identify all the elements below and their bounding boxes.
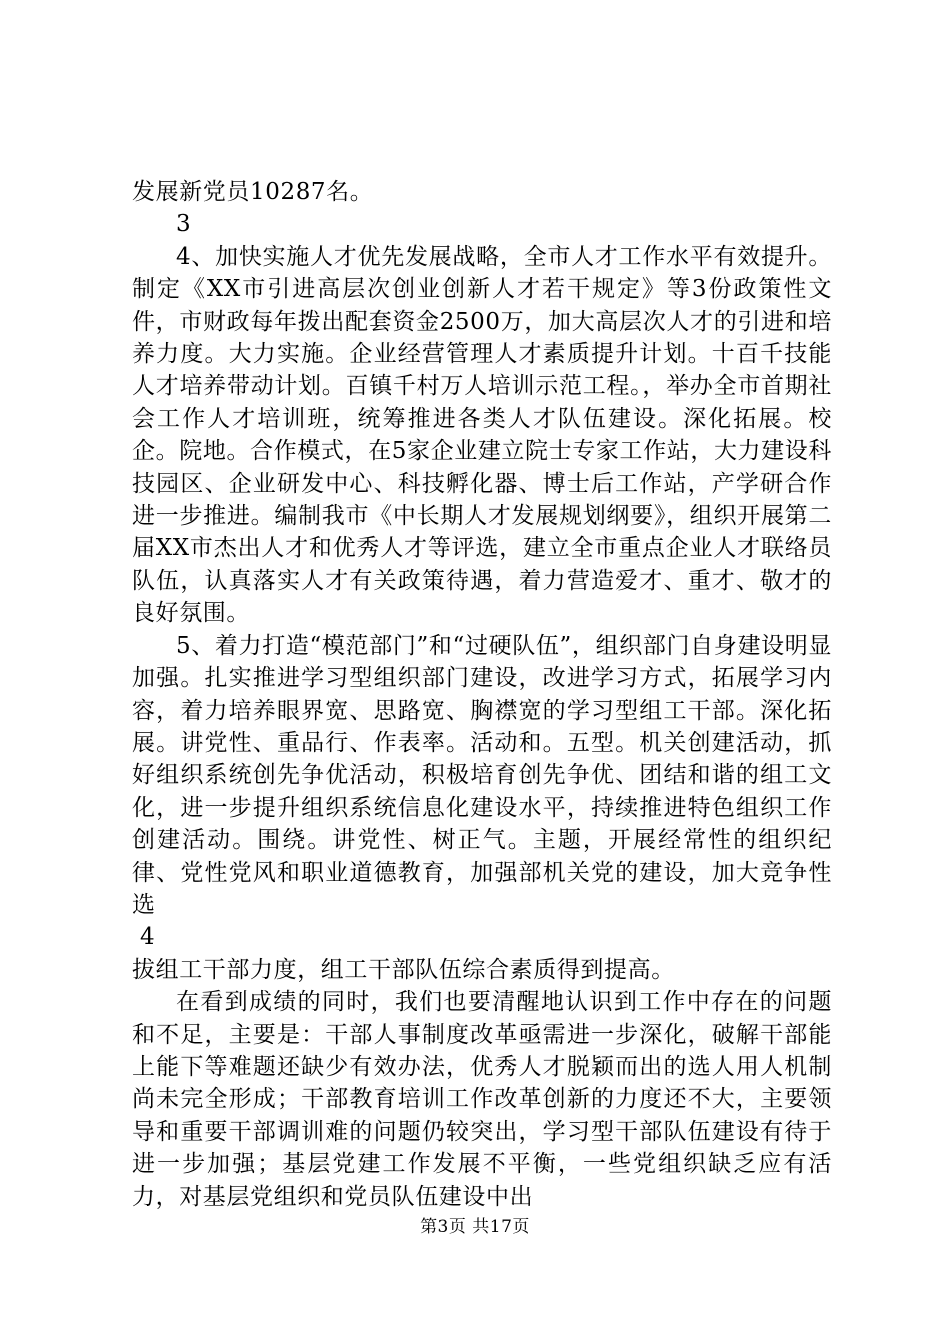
page-footer: 第3页 共17页 [420,1217,530,1237]
page-number-marker: 3 [176,211,192,238]
paragraph-continuation: 发展新党员10287名。 [132,179,374,205]
paragraph-problems: 在看到成绩的同时，我们也要清醒地认识到工作中存在的问题和不足，主要是：干部人事制度改革亟需进一步深化，破解干部能上能下等难题还缺少有效办法，优秀人才脱颖而出的选人用人机制尚未完全形成；干部教育培训工作改革创新的力度还不大，主要领导和重要干部调训难的问题仍较突出，学习型干部队伍建设有待于进一步加强；基层党建工作发展不平衡，一些党组织缺乏应有活力，对基层党组织和党员队伍建设中出 [132,989,832,1210]
paragraph-continuation: 拔组工干部力度，组工干部队伍综合素质得到提高。 [132,956,675,983]
page-number-marker: 4 [140,924,156,951]
paragraph-talent-strategy: 4、加快实施人才优先发展战略，全市人才工作水平有效提升。制定《XX市引进高层次创业创新人才若干规定》等3份政策性文件，市财政每年拨出配套资金2500万，加大高层次人才的引进和培养力度。大力实施。企业经营管理人才素质提升计划。十百千技能人才培养带动计划。百镇千村万人培训示范工程。，举办全市首期社会工作人才培训班，统筹推进各类人才队伍建设。深化拓展。校企。院地。合作模式，在5家企业建立院士专家工作站，大力建设科技园区、企业研发中心、科技孵化器、博士后工作站，产学研合作进一步推进。编制我市《中长期人才发展规划纲要》，组织开展第二届XX市杰出人才和优秀人才等评选，建立全市重点企业人才联络员队伍，认真落实人才有关政策待遇，着力营造爱才、重才、敬才的良好氛围。 [132,243,832,627]
document-body [132,176,832,1213]
paragraph-model-department: 5、着力打造“模范部门”和“过硬队伍”，组织部门自身建设明显加强。扎实推进学习型组织部门建设，改进学习方式，拓展学习内容，着力培养眼界宽、思路宽、胸襟宽的学习型组工干部。深化拓展。讲党性、重品行、作表率。活动和。五型。机关创建活动，抓好组织系统创先争优活动，积极培育创先争优、团结和谐的组工文化，进一步提升组织系统信息化建设水平，持续推进特色组织工作创建活动。围绕。讲党性、树正气。主题，开展经常性的组织纪律、党性党风和职业道德教育，加强部机关党的建设，加大竞争性选 [132,632,832,918]
